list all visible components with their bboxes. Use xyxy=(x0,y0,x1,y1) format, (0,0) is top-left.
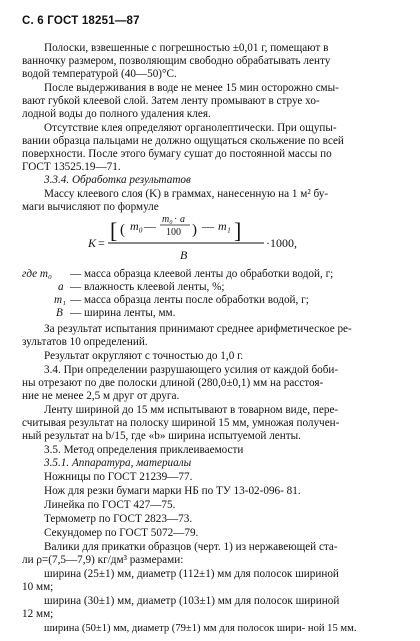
w2-line1: ширина (30±1) мм, диаметр (103±1) мм для полосок шириной xyxy=(44,595,340,607)
formula-100: 100 xyxy=(166,227,181,238)
formula-K: K xyxy=(88,236,97,250)
p8-line3: ный результат на b/15, где «b» ширина испытуемой ленты. xyxy=(22,430,301,442)
formula-tail: ·1000, xyxy=(266,236,297,250)
w3-line1: ширина (50±1) мм, диаметр (79±1) мм для полосок шири- ной 15 мм. xyxy=(44,623,357,634)
def-symbol: B xyxy=(56,307,63,319)
p1-line3: водой температурой (40—50)°С. xyxy=(22,68,177,80)
p7-line3: ние не менее 2,5 м друг от друга. xyxy=(22,390,180,402)
item-knife: Нож для резки бумаги марки НБ по ТУ 13-02-096- 81. xyxy=(44,485,301,497)
w1-line1: ширина (25±1) мм, диаметр (112±1) мм для полосок шириной xyxy=(44,568,339,580)
def-text: — ширина ленты, мм. xyxy=(70,307,176,319)
p8-line2: считывая результат на полоску шириной 15 мм, умножая получен- xyxy=(22,417,340,429)
section-3-5-1: 3.5.1. Аппаратура, материалы xyxy=(44,457,192,469)
item-stopwatch: Секундомер по ГОСТ 5072—79. xyxy=(44,527,199,539)
p9-line1: Валики для прикатки образцов (черт. 1) из нержавеющей ста- xyxy=(44,541,338,553)
def-text: — масса образца клеевой ленты до обработки водой, г; xyxy=(70,268,334,280)
svg-text:=: = xyxy=(98,236,105,250)
formula-m0: m₀ xyxy=(130,219,143,233)
def-symbol: a xyxy=(58,281,64,293)
p3-line4: ГОСТ 13525.19—71. xyxy=(22,161,121,173)
page-header: С. 6 ГОСТ 18251—87 xyxy=(22,15,140,27)
svg-text:): ) xyxy=(192,222,197,238)
p1-line1: Полоски, взвешенные с погрешностью ±0,01 г, помещают в xyxy=(44,42,329,54)
def-symbol: где m₀ xyxy=(22,268,52,280)
p3-line2: вании образца пальцами не должно ощущаться скольжение по всей xyxy=(22,135,344,147)
svg-text:—: — xyxy=(144,219,156,233)
svg-text:]: ] xyxy=(234,218,242,243)
p5-line2: зультатов 10 определений. xyxy=(22,336,148,348)
formula-m1: m₁ xyxy=(218,219,231,233)
p2-line2: вают губкой клеевой слой. Затем ленту промывают в струе хо- xyxy=(22,95,320,107)
def-symbol: m₁ xyxy=(54,294,66,306)
def-text: — влажность клеевой ленты, %; xyxy=(70,281,225,293)
p7-line2: ны отрезают по две полоски длиной (280,0±0,1) мм на расстоя- xyxy=(22,377,324,389)
formula-dot: · xyxy=(174,214,178,225)
item-thermometer: Термометр по ГОСТ 2823—73. xyxy=(44,513,193,525)
p6: Результат округляют с точностью до 1,0 г. xyxy=(44,350,244,362)
item-ruler: Линейка по ГОСТ 427—75. xyxy=(44,499,176,511)
section-3-3-4: 3.3.4. Обработка результатов xyxy=(44,174,191,186)
p9-line2: ли ρ=(7,5—7,9) кг/дм³ размерами: xyxy=(22,554,184,566)
p4-line1: Массу клеевого слоя (K) в граммах, нанесенную на 1 м² бу- xyxy=(44,188,329,200)
formula-a: a xyxy=(180,214,185,225)
p2-line3: лодной воды до полного удаления клея. xyxy=(22,108,211,120)
svg-text:[: [ xyxy=(110,218,118,243)
p2-line1: После выдерживания в воде не менее 15 мин осторожно смы- xyxy=(44,82,339,94)
svg-text:—: — xyxy=(202,219,214,233)
formula-B: B xyxy=(180,248,188,262)
formula-m0-num: m₀ xyxy=(162,214,173,225)
p8-line1: Ленту шириной до 15 мм испытывают в товарном виде, пере- xyxy=(44,404,339,416)
section-3-5: 3.5. Метод определения приклеиваемости xyxy=(44,444,244,456)
p3-line1: Отсутствие клея определяют органолептически. При ощупы- xyxy=(44,122,337,134)
item-scissors: Ножницы по ГОСТ 21239—77. xyxy=(44,471,193,483)
w2-line2: 12 мм; xyxy=(22,608,54,620)
w1-line2: 10 мм; xyxy=(22,581,54,593)
formula xyxy=(88,214,338,270)
p3-line3: поверхности. После этого бумагу сушат до постоянной массы по xyxy=(22,148,332,160)
svg-text:(: ( xyxy=(120,222,125,238)
p7-line1: 3.4. При определении разрушающего усилия от каждой боби- xyxy=(44,364,339,376)
p4-line2: маги вычисляют по формуле xyxy=(22,201,159,213)
p1-line2: ванночку размером, позволяющим свободно обрабатывать ленту xyxy=(22,55,331,67)
p5-line1: За результат испытания принимают среднее арифметическое ре- xyxy=(44,323,352,335)
def-text: — масса образца ленты после обработки водой, г; xyxy=(70,294,309,306)
